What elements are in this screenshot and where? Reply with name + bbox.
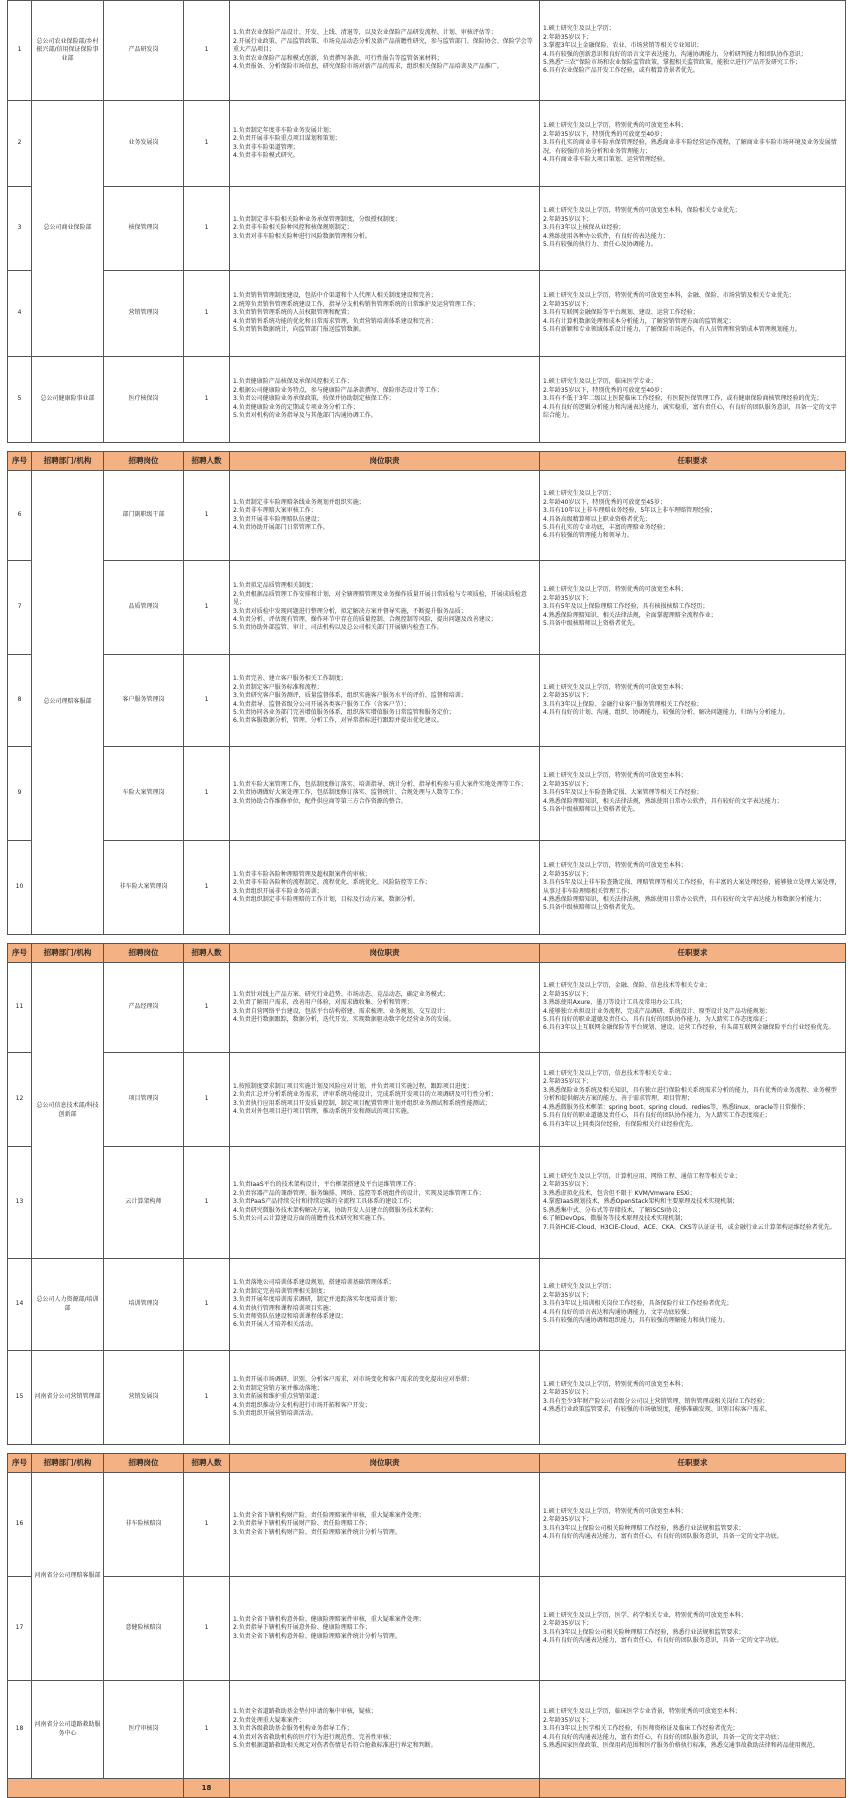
- count-cell: 1: [184, 1681, 230, 1779]
- position-cell: 车险大案管理岗: [104, 747, 184, 841]
- duties-cell: 1.负责制定年度非车险业务发展计划； 2.负责开展非车险重点项目谋划和策划； 3.负责非车险渠道管理； 4.负责非车险模式研究。: [230, 101, 540, 187]
- table-header-row: [8, 1454, 846, 1473]
- table-header-row: [8, 452, 846, 471]
- header-requirements: 任职要求: [540, 944, 846, 963]
- row-no: 5: [8, 357, 32, 443]
- duties-cell: 1.负责全省下辖机构财产险、责任险理赔案件审核，重大疑难案件处理； 2.负责指导下辖机构开展财产险、责任险理赔工作； 3.负责全省下辖机构财产险、责任险理赔案件统计分析与管理。: [230, 1473, 540, 1577]
- count-cell: 1: [184, 747, 230, 841]
- requirements-cell: 1.硕士研究生及以上学历，信息技术等相关专业； 2.年龄35岁以下； 3.熟悉保险业务系统及相关知识，具有独立进行保险相关系统需求分析的能力，具有优秀的业务流程、业务模型分析和提供解决方案的能力，善于需求管理、项目管理； 4.熟悉微服务技术框架：spring boot、spring cloud、redies等，熟悉linux、oracle等日常操作； 5.具有良好的职业道德及责任心，具有良好的团队协作能力，为人踏实工作态度端正； 6.具有3年以上同类岗位经验，有保险相关行业经验优先。: [540, 1053, 846, 1147]
- table-row: [8, 1351, 846, 1445]
- header-duties: 岗位职责: [230, 1454, 540, 1473]
- row-no: 3: [8, 187, 32, 271]
- table-row: [8, 841, 846, 935]
- duties-cell: 1.负责健康险产品核保及承保风控相关工作； 2.根据公司健康险业务特点，参与健康险产品条款撰写、保险形态设计等工作； 3.负责公司健康险业务承保政策，按保并协助制定核保工作； 4.负责健康险业务的定期或专项业务分析工作； 5.负责对机构的业务指导及与其他部门沟通协调工作。: [230, 357, 540, 443]
- row-no: 15: [8, 1351, 32, 1445]
- position-cell: 项目管理岗: [104, 1053, 184, 1147]
- header-count: 招聘人数: [184, 452, 230, 471]
- dept-cell: 总公司农业保险部/乡村振兴部/信用保证保险事业部: [32, 1, 104, 101]
- recruitment-table-page: [7, 0, 845, 1798]
- row-no: 4: [8, 271, 32, 357]
- dept-cell: 总公司信息技术部/科技创新部: [32, 963, 104, 1259]
- count-cell: 1: [184, 101, 230, 187]
- duties-cell: 1.负责全省下辖机构意外险、健康险理赔案件审核，重大疑难案件处理； 2.负责指导下辖机构开展意外险、健康险理赔工作； 3.负责全省下辖机构意外险、健康险理赔案件统计分析与管理。: [230, 1577, 540, 1681]
- table-row: [8, 1259, 846, 1351]
- total-blank-cell: [540, 1779, 846, 1798]
- dept-cell: 总公司健康险事业部: [32, 357, 104, 443]
- duties-cell: 1.负责制定非车险相关险种业务承保管理制度，分级授权制度； 2.负责非车险相关险种风控和核保规则制定； 3.负责对非车险相关险种进行风险数据管理和分析。: [230, 187, 540, 271]
- requirements-cell: 1.硕士研究生及以上学历，特别优秀的可放宽至本科； 2.年龄35岁以下； 3.具有3年以上保险公司相关险种理赔工作经验，熟悉行业法规和监管要求； 4.具有良好的沟通表达能力，富有责任心，有良好的团队服务意识，具备一定的文字功底。: [540, 1473, 846, 1577]
- position-cell: 云计算架构师: [104, 1147, 184, 1259]
- table-row: [8, 963, 846, 1053]
- row-no: 2: [8, 101, 32, 187]
- position-cell: 客户服务管理岗: [104, 655, 184, 747]
- requirements-cell: 1.硕士研究生及以上学历，特别优秀的可放宽至本科； 2.年龄35岁以下； 3.具有5年及以上非车险查勘定损、理赔管理等相关工作经验，有丰富的大案处理经验，能够独立处理大案处理，从事过非车险理赔相关管理工作； 4.熟悉保险理赔知识，相关法律法规，熟练使用日常办公软件，具有较好的文字表达能力和数据分析能力； 5.具备中级核赔师以上资格者优先。: [540, 841, 846, 935]
- dept-cell: 总公司商业保险部: [32, 101, 104, 357]
- position-cell: 非车险大案管理岗: [104, 841, 184, 935]
- count-cell: 1: [184, 1259, 230, 1351]
- position-cell: 品质管理岗: [104, 561, 184, 655]
- count-cell: 1: [184, 1577, 230, 1681]
- row-no: 10: [8, 841, 32, 935]
- count-cell: 1: [184, 1351, 230, 1445]
- dept-cell: 河南省分公司营销管理部: [32, 1351, 104, 1445]
- duties-cell: 1.负责非车险各险种理赔管理及超权限案件的审核； 2.负责非车险各险种的流程制定、流程优化、系统优化、风险防控等工作； 3.负责组织开展非车险业务培训； 4.负责组织制定非车险理赔的工作计划，目标及行动方案，数据分析。: [230, 841, 540, 935]
- header-requirements: 任职要求: [540, 1454, 846, 1473]
- duties-cell: 1.负责拟定品质管理相关制度； 2.负责根据品质管理工作安排和计划，对全辖理赔管理及业务操作质量开展日常质检与专项质检，开展成质检意见； 3.负责对质检中发现问题进行整理分析，拟定解决方案并督导实施，不断提升服务品质； 4.负责分析、评估现有管理、操作环节中存在的质量控制、合规控制等风险，提出问题及改善建议； 5.负责协助外部监管、审计、司法机构以及总公司相关部门开展辖内检查工作。: [230, 561, 540, 655]
- header-dept: 招聘部门/机构: [32, 1454, 104, 1473]
- total-row: [8, 1779, 846, 1798]
- table-row: [8, 1473, 846, 1577]
- table-row: [8, 747, 846, 841]
- row-no: 12: [8, 1053, 32, 1147]
- table-row: [8, 655, 846, 747]
- count-cell: 1: [184, 1473, 230, 1577]
- table-row: [8, 561, 846, 655]
- row-no: 9: [8, 747, 32, 841]
- header-no: 序号: [8, 944, 32, 963]
- duties-cell: 1.负责制定非车险理赔条线业务规划并组织实施； 2.负责非车理赔大案审核工作； 3.负责开展非车险理赔队伍建设； 4.负责协助开展部门日常管理工作。: [230, 471, 540, 561]
- dept-cell: 河南省分公司理赔客服部: [32, 1473, 104, 1681]
- header-no: 序号: [8, 1454, 32, 1473]
- count-cell: 1: [184, 1, 230, 101]
- row-no: 14: [8, 1259, 32, 1351]
- position-cell: 产品研发岗: [104, 1, 184, 101]
- table-row: [8, 1053, 846, 1147]
- position-cell: 培训管理岗: [104, 1259, 184, 1351]
- table-row: [8, 271, 846, 357]
- requirements-cell: 1.硕士研究生及以上学历，医学、药学相关专业，特别优秀的可放宽至本科； 2.年龄35岁以下； 3.具有3年以上保险公司相关险种理赔工作经验，熟悉行业法规和监管要求； 4.具有良好的沟通表达能力，富有责任心，有良好的团队服务意识，具备一定的文字功底。: [540, 1577, 846, 1681]
- table-row: [8, 1147, 846, 1259]
- table-row: [8, 471, 846, 561]
- position-cell: 医疗核保岗: [104, 357, 184, 443]
- header-position: 招聘岗位: [104, 452, 184, 471]
- duties-cell: 1.负责农业保险产品设计、开发、上线、清退等，以及农业保险产品研发流程、计划、审核评估等； 2.开展行业政策、产品监管政策、市场竞品动态分析及新产品前瞻性研究，参与监管部门、保险协会、保险学会等重大产品项目； 3.负责农业保险产品和模式创新，负责撰写条款、可行性报告等监管备案材料； 4.负责报备、分析保险市场信息，研究保险市场对新产品的需求，组织相关保险产品培训及产品推广。: [230, 1, 540, 101]
- position-cell: 营销发展岗: [104, 1351, 184, 1445]
- duties-cell: 1.负责针对线上产品方案、研究行业趋势、市场动态、竞品动态，确定业务模式； 2.负责了解用户需求，改善用户体验，对需求做收集、分析和管理； 3.负责自营网络平台建设，包括平台结构搭建、需求梳理、业务规划、交互设计； 4.负责进行数据跟踪，数据分析，迭代开发，实现数据驱动数字化经营业务的发展。: [230, 963, 540, 1053]
- duties-cell: 1.负责销售管理制度建设，包括中介渠道和个人代理人相关制度建设和完善； 2.统筹负责销售管理系统建设工作，指导分支机构销售管理系统的日常维护及运营管理工作； 3.负责销售管理系统的人员权限管理和配置； 4.负责销售系统功能的优化和日常需求管理，负责营销培训体系建设和完善； 5.负责销售数据统计，向监管部门报送监管数据。: [230, 271, 540, 357]
- requirements-cell: 1.硕士研究生及以上学历； 2.年龄35岁以下； 3.掌握3年以上金融保险、农业、市场营销等相关专业知识； 4.具有较强的创新意识和良好的语言文字表达能力，沟通协调能力，分析研判能力和团队协作意识； 5.熟悉“三农”保险市场和农业保险监管政策，掌握相关监管政策，能独立进行产品开发研究工作； 6.具有农业保险产品开发工作经验，或有精算背景者优先。: [540, 1, 846, 101]
- duties-cell: 1.负责开展市场调研、识别、分析客户需求，对市场变化和客户需求的变化提出应对举措； 2.负责制定营销方案并推动落地； 3.负责拓展和维护重点营销渠道； 4.负责组织推动分支机构进行市场开拓和客户开发； 5.负责组织开展营销培训活动。: [230, 1351, 540, 1445]
- recruitment-table: [7, 0, 846, 1798]
- duties-cell: 1.负责IaaS平台的技术架构设计，平台框架搭建及平台运维管理工作； 2.负责容器产品的兼群管理、服务编排、网络、监控等系统组件的设计，实现及运维管理工作； 3.负责PaaS产品持续交付和持续运维的全流程工具体系的建设工作； 4.负责研究微服务技术架构解决方案，协助开发人员建立的微服务技术架构； 5.负责公司云计算建设方面的前瞻性技术研究和实施工作。: [230, 1147, 540, 1259]
- requirements-cell: 1.硕士研究生及以上学历，金融、保险、信息技术等相关专业； 2.年龄35岁以下； 3.熟练使用Axure、墨刀等设计工具及常用办公工具； 4.能够独立承担设计业务流程，完成产品调研、系统设计、原型设计及产品功能规划； 5.具有良好的职业道德及责任心，具有良好的团队协作能力，为人踏实工作态度端正； 6.具有3年以上互联网金融保险等平台规划、建设、运营工作经验，有头部互联网金融保险平台行业经验优先。: [540, 963, 846, 1053]
- total-count: 18: [184, 1779, 230, 1798]
- requirements-cell: 1.硕士研究生及以上学历，临床医学专业背景，特别优秀的可放宽至本科； 2.年龄35岁以下； 3.具有3年以上医学相关工作经验，有医师资格证及临床工作经验者优先； 4.具有良好的沟通表达能力，富有责任心，有良好的团队服务意识，具备一定的文字功底； 5.熟悉国家医保政策、医保用药范围和医疗服务价格执行标准，熟悉交通事故救助法律和药品使用规范。: [540, 1681, 846, 1779]
- table-row: [8, 1577, 846, 1681]
- header-duties: 岗位职责: [230, 452, 540, 471]
- header-requirements: 任职要求: [540, 452, 846, 471]
- row-no: 17: [8, 1577, 32, 1681]
- count-cell: 1: [184, 187, 230, 271]
- header-no: 序号: [8, 452, 32, 471]
- count-cell: 1: [184, 271, 230, 357]
- header-dept: 招聘部门/机构: [32, 452, 104, 471]
- requirements-cell: 1.硕士研究生及以上学历，特别优秀的可放宽至本科； 2.年龄35岁以下； 3.具有至少3年财产险公司省级分公司以上营销管理、销售管理或相关岗位工作经验； 4.熟悉行业政策监管要求，有较强的市场敏锐度，能够准确发现、识别目标客户需求。: [540, 1351, 846, 1445]
- position-cell: 部门副职级干部: [104, 471, 184, 561]
- position-cell: 意健险核赔岗: [104, 1577, 184, 1681]
- requirements-cell: 1.硕士研究生及以上学历，临床医学专业； 2.年龄35岁以下，特别优秀的可放宽至40岁； 3.具有不低于3年二级以上医院临床工作经验，有医院医保管理工作，或有健康保险商核管理经验的优先； 4.具有良好的逻辑分析能力和沟通表达能力，诚实稳重，富有责任心，有良好的团队服务意识，具备一定的文字综合能力。: [540, 357, 846, 443]
- requirements-cell: 1.硕士研究生及以上学历，特别优秀的可放宽至本科； 2.年龄35岁以下； 3.具有5年及以上保险理赔工作经验，具有核损核赔工作经历； 4.熟悉保险理赔知识、相关法律法规，全面掌握理赔全流程作业； 5.具备中级核赔师以上资格者优先。: [540, 561, 846, 655]
- count-cell: 1: [184, 1147, 230, 1259]
- header-count: 招聘人数: [184, 944, 230, 963]
- duties-cell: 1.负责全省道路救助基金垫付申请的集中审核，疑核； 2.负责处理重大疑难案件； 3.负责各级救助基金服务机构业务指导工作； 4.负责对各省救助机构的医疗行为进行规范性、完善性审核； 5.负责根据道路救助相关规定对伤者伤情是否符合抢救标准进行界定和判断。: [230, 1681, 540, 1779]
- header-dept: 招聘部门/机构: [32, 944, 104, 963]
- dept-cell: 河南省分公司道路救助服务中心: [32, 1681, 104, 1779]
- requirements-cell: 1.硕士研究生及以上学历； 2.年龄40岁以下，特别优秀的可放宽至45岁； 3.具有10年以上非车理赔业务经验，5年以上非车理赔管理经验； 4.具备高级精算师以上职业资格者优先； 5.具有扎实的专业功底，丰富的理赔业务经验； 6.具有较强的管理能力和领导力。: [540, 471, 846, 561]
- header-duties: 岗位职责: [230, 944, 540, 963]
- count-cell: 1: [184, 357, 230, 443]
- duties-cell: 1.负责落地公司培训体系建设规划，搭建培训基础管理体系； 2.负责制定完善培训管理相关制度； 3.负责开展年度培训需求调研，制定并追踪落实年度培训计划； 4.负责执行管理和课程培训项目实施； 5.负责师资队伍建设和培训课程体系建设； 6.负责开展人才培养相关活动。: [230, 1259, 540, 1351]
- dept-cell: 总公司人力资源部/培训部: [32, 1259, 104, 1351]
- requirements-cell: 1.硕士研究生及以上学历； 2.年龄35岁以下； 3.具有3年以上培训相关岗位工作经验，具备保险行业工作经验者优先； 4.具有良好的语言表达和沟通协调能力，文字功底较强； 5.具有较强的沟通协调和组织能力，具有较强的理解能力和执行能力。: [540, 1259, 846, 1351]
- row-no: 18: [8, 1681, 32, 1779]
- header-position: 招聘岗位: [104, 1454, 184, 1473]
- requirements-cell: 1.硕士研究生及以上学历，特别优秀的可放宽至本科，保险相关专业优先； 2.年龄35岁以下； 3.具有3年以上核保从业经验； 4.熟练使用各种办公软件，有良好的表达能力； 5.具有较强的执行力、责任心及协调能力。: [540, 187, 846, 271]
- table-row: [8, 357, 846, 443]
- count-cell: 1: [184, 1053, 230, 1147]
- count-cell: 1: [184, 561, 230, 655]
- position-cell: 核保管理岗: [104, 187, 184, 271]
- position-cell: 产品经理岗: [104, 963, 184, 1053]
- duties-cell: 1.负责车险大案管理工作，包括制度修订落实、培训指导、统计分析、指导机构参与重大案件实地处理等工作； 2.负责协调做好大案处理工作，包括制度修订落实、监督统计、合规处理与人数等工作； 3.负责协助合作维修单位，配件供应商等第三方合作资源的整合。: [230, 747, 540, 841]
- table-row: [8, 101, 846, 187]
- table-row: [8, 187, 846, 271]
- dept-cell: 总公司理赔客服部: [32, 471, 104, 935]
- requirements-cell: 1.硕士研究生及以上学历，特别优秀的可放宽至本科； 2.年龄35岁以下； 3.具有5年及以上车险查勘定损、大案管理等相关工作经验； 4.熟悉保险理赔知识，相关法律法规，熟练使用日常办公软件，具有较好的文字表达能力； 5.具备中级核赔师以上资格者优先。: [540, 747, 846, 841]
- row-no: 11: [8, 963, 32, 1053]
- row-no: 1: [8, 1, 32, 101]
- count-cell: 1: [184, 471, 230, 561]
- header-position: 招聘岗位: [104, 944, 184, 963]
- total-label-cell: [8, 1779, 184, 1798]
- count-cell: 1: [184, 963, 230, 1053]
- requirements-cell: 1.硕士研究生及以上学历，特别优秀的可放宽至本科； 2.年龄35岁以下； 3.具有3年以上保险、金融行业客户服务管理相关工作经验； 4.具有良好的计划、沟通、组织、协调能力，较强的分析、解决问题能力，归纳与分析能力。: [540, 655, 846, 747]
- position-cell: 医疗审核岗: [104, 1681, 184, 1779]
- total-blank-cell: [230, 1779, 540, 1798]
- duties-cell: 1.按照制度要求制订项目实施计划及风险应对计划，并负责项目实施过程，跟踪项目进度； 2.负责汇总并分析系统业务需求，评审系统功能设计，完成系统开发项目的立项调研及可行性分析； 3.负责执行应用系统项目开发质量控制，制定项目配置管理计划并组织业务测试和系统性能测试； 4.负责对外包项目进行项目管理，推动系统开发和测试的项目实施。: [230, 1053, 540, 1147]
- table-row: [8, 1681, 846, 1779]
- row-no: 16: [8, 1473, 32, 1577]
- requirements-cell: 1.硕士研究生及以上学历，特别优秀的可放宽至本科； 2.年龄35岁以下，特别优秀的可放宽至40岁； 3.具有扎实的商业非车险承保管理经验，熟悉商业非车险经营运作流程，了解商业非车险市场环境及业务发展情况，有较强的市场分析和业务管理能力； 4.具有商业非车险大项目策划、运营管理经验。: [540, 101, 846, 187]
- row-no: 6: [8, 471, 32, 561]
- position-cell: 营销管理岗: [104, 271, 184, 357]
- count-cell: 1: [184, 841, 230, 935]
- duties-cell: 1.负责完善、建立客户服务相关工作制度； 2.负责制定客户服务标准和流程； 3.负责研究客户服务测评，质量监督体系，组织实施客户服务水平的评价、监督和培训； 4.负责指导、监督省级分公司开展各类客户服务工作（含客户节）； 5.负责协同各业务部门完善增值服务体系，组织落实增值服务日常监管和服务定价； 6.负责客服数据分析，管理、分析工作，对异常指标进行跟踪并提出优化建议。: [230, 655, 540, 747]
- position-cell: 业务发展岗: [104, 101, 184, 187]
- count-cell: 1: [184, 655, 230, 747]
- requirements-cell: 1.硕士研究生及以上学历，计算机应用、网络工程、通信工程等相关专业； 2.年龄35岁以下； 3.熟悉虚拟化技术，包含但不限于 KVM/Vmware ESXi； 4.掌握IaaS规划技术，熟悉OpenStack架构和主要原理及技术实现机制； 5.熟悉集中式、分布式等存储技术，了解iSCSI协议； 6.了解DevOps、微服务等技术原理及技术实现机制； 7.具备HCIE-Cloud、H3CIE-Cloud、ACE、CKA、CKS等认证证书，或金融行业云计算架构运维经验者优先。: [540, 1147, 846, 1259]
- row-no: 13: [8, 1147, 32, 1259]
- header-count: 招聘人数: [184, 1454, 230, 1473]
- position-cell: 非车险核赔岗: [104, 1473, 184, 1577]
- row-no: 8: [8, 655, 32, 747]
- table-header-row: [8, 944, 846, 963]
- requirements-cell: 1.硕士研究生及以上学历，特别优秀的可放宽至本科，金融、保险、市场营销及相关专业优先； 2.年龄35岁以下； 3.具有互联网金融保险等平台规划、建设、运营工作经验； 4.具有计算机数据处理和成本分析能力，了解营销管理方面的监管规定； 5.具有新颖和专业领域体系设计能力，了解保险市场运作，有人员管理和营销成本管理规划能力。: [540, 271, 846, 357]
- row-no: 7: [8, 561, 32, 655]
- table-row: [8, 1, 846, 101]
